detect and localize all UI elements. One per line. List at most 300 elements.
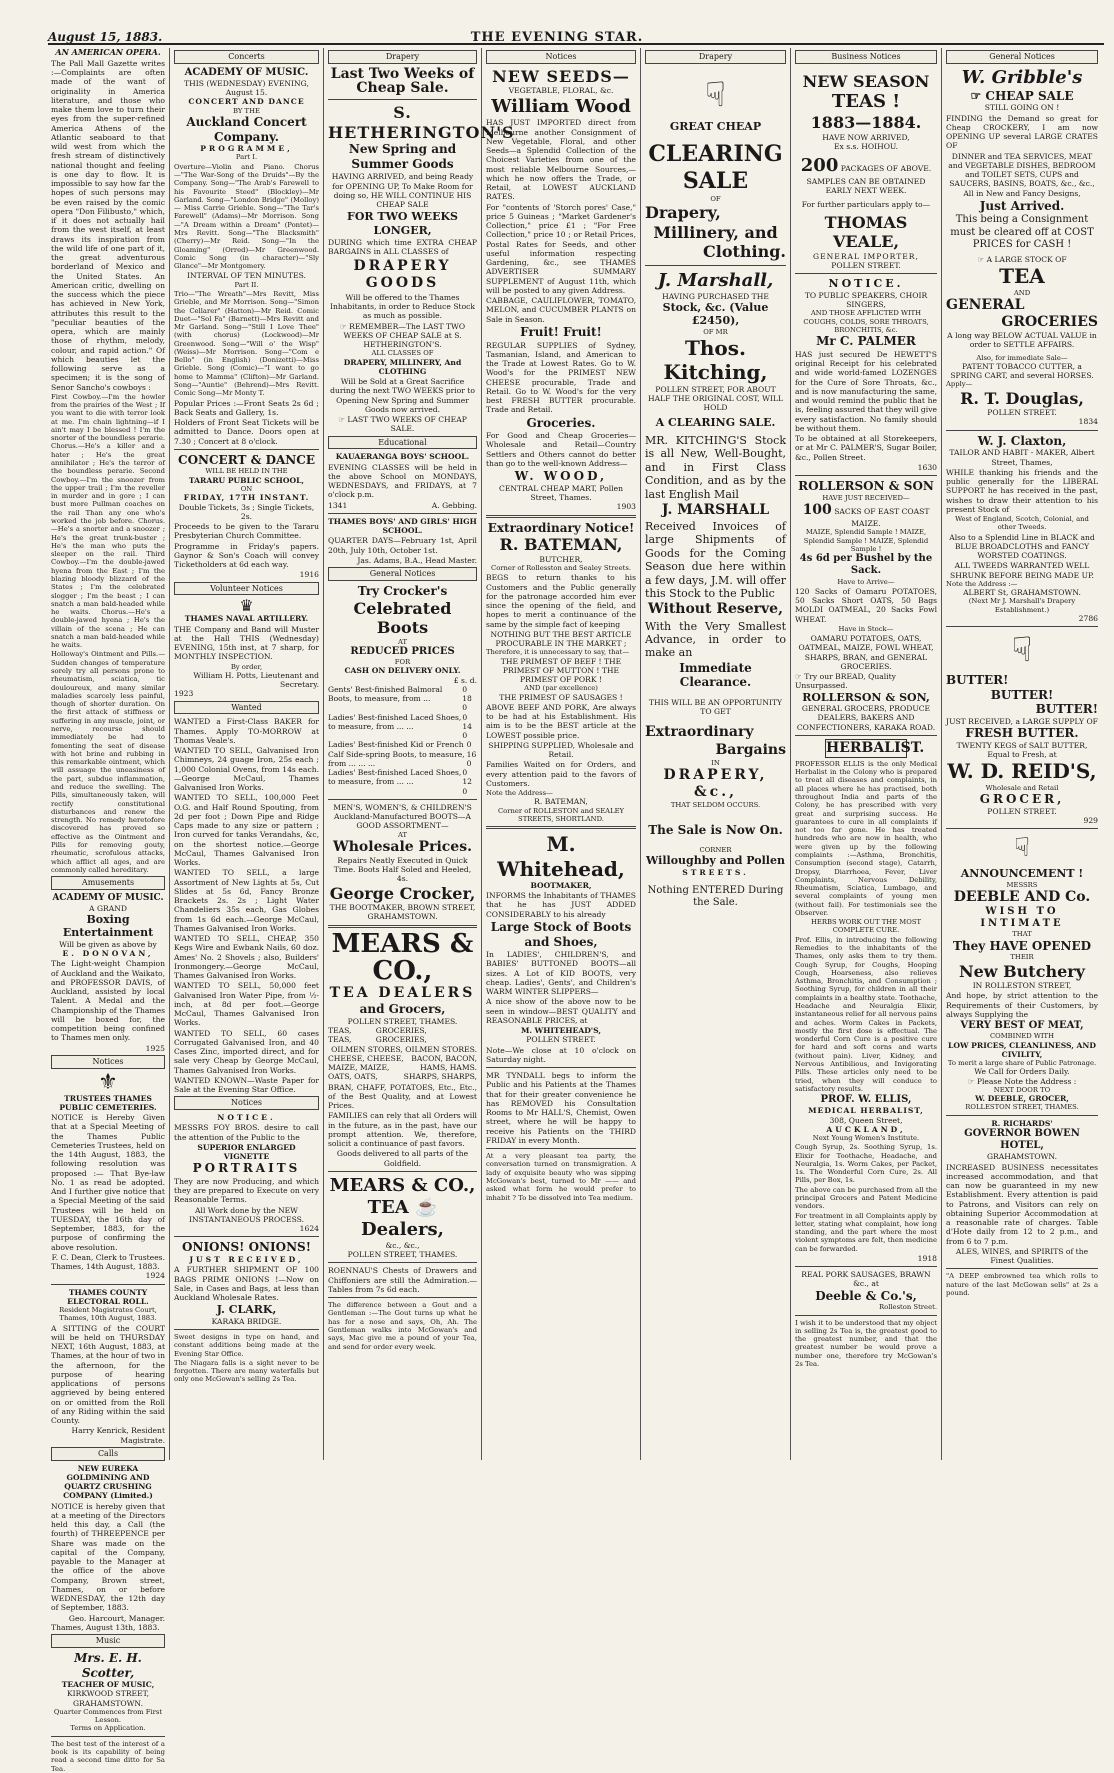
footer-filler: At a very pleasant tea party, the conversation turned on transmigration. A lady of exquisite beauty who was sipping McGowan's best, turned to Mr —— and asked what form he would prefer to inhabit ? To be dissolved into Tea medium. — [486, 1152, 636, 1202]
concert-dance-proceeds: Proceeds to be given to the Tararu Presbyterian Church Committee. — [174, 522, 319, 541]
calls-title: NEW EUREKA GOLDMINING AND QUARTZ CRUSHING COMPANY (Limited.) — [63, 1463, 153, 1501]
ship: Ex s.s. HOIHOU. — [833, 141, 899, 151]
wood-groceries: Groceries. — [526, 415, 596, 430]
article-title: AN AMERICAN OPERA. — [55, 47, 161, 57]
footer-filler: Sweet designs in type on hand, and constant additions being made at the Evening Star Office. — [174, 1332, 319, 1358]
crocker-at2: AT — [397, 830, 408, 839]
pointing-hand-icon: ☞ — [339, 321, 350, 331]
opportunity: THIS WILL BE AN OPPORTUNITY TO GET — [648, 697, 783, 717]
column-rule — [640, 48, 641, 1460]
douglas-tea: TEA — [999, 264, 1045, 289]
reid-wholesale: Wholesale and Retail — [985, 783, 1059, 792]
divider — [51, 1284, 165, 1285]
mears-goods: Goods delivered to all parts of the Goldfield. — [336, 1149, 469, 1168]
divider — [946, 828, 1098, 829]
ellis-name: PROF. W. ELLIS, — [820, 1094, 912, 1106]
divider — [328, 1297, 477, 1298]
wanted-ad: WANTED TO SELL, Galvanised Iron Chimneys, 24 guage Iron, 25s each ; 1,000 Colonial Ovens, from 14s each.—George McCaul, Thames Galvanised Iron Works. — [174, 746, 319, 793]
divider — [51, 1736, 165, 1737]
concert-dance-programme: Programme in Friday's papers. Gaynor & Son's Coach will convey Ticketholders at 6d each way. — [174, 541, 319, 570]
concert-prices: Popular Prices :—Front Seats 2s 6d ; Back Seats and Gallery, 1s. — [174, 398, 319, 417]
stock-list: OAMARU POTATOES, OATS, OATMEAL, MAIZE, FOWL WHEAT, SHARPS, BRAN, and GENERAL GROCERIES. — [798, 634, 934, 671]
programme-part-1: Part I. — [235, 153, 258, 162]
column-rule — [481, 48, 482, 1460]
amusements-grand: A GRAND — [89, 903, 127, 913]
divider — [328, 925, 477, 928]
hetherington-headline: Last Two Weeks of Cheap Sale. — [330, 65, 475, 97]
notice-rest: They are now Producing, and which they are prepared to Execute on very Reasonable Terms. — [174, 1176, 319, 1205]
divider — [486, 515, 636, 518]
douglas-address: POLLEN STREET. — [987, 408, 1057, 418]
bateman-corner: Corner of Rollesston and Sealey Streets. — [491, 563, 631, 572]
concert-venue: ACADEMY OF MUSIC. — [184, 66, 309, 78]
mears-address: POLLEN STREET, THAMES. — [347, 1016, 458, 1026]
mears-product: HAMS, HAMS. — [420, 1063, 477, 1073]
onions-seller: J. CLARK, — [216, 1303, 277, 1317]
ellis-prices: Cough Syrup, 2s. Soothing Syrup, 1s. Elixir for Toothache, Headache, and Neuralgia, 1s. Worm Cakes, per Packet, 1s. The Wonderful Corn Cure, 2s. All Pills, per Box, 1s. — [795, 1143, 937, 1185]
mears-bran: BRAN, CHAFF, POTATOES, Etc., Etc., of the Best Quality, and at Lowest Prices. — [328, 1082, 477, 1111]
rollerson-received: HAVE JUST RECEIVED— — [822, 493, 910, 502]
section-header-notices: Notices — [486, 50, 636, 64]
music-address: KIRKWOOD STREET, GRAHAMSTOWN. — [67, 1689, 149, 1708]
deeble-please — [946, 1077, 1098, 1086]
mears-product-row — [328, 1054, 477, 1063]
divider — [328, 99, 477, 100]
deeble-street: IN ROLLESTON STREET, — [972, 981, 1072, 991]
claxton-splendid: Also to a Splendid Line in BLACK and BLUE BROADCLOTHS and FANCY WORSTED COATINGS. — [949, 532, 1095, 561]
concert-holders: Holders of Front Seat Tickets will be admitted to Dance. Doors open at 7.30 ; Concert at 8 o'clock. — [174, 418, 319, 446]
section-header-wanted: Wanted — [174, 701, 319, 715]
ellis-herbs: HERBS WORK OUT THE MOST COMPLETE CURE. — [810, 918, 922, 935]
nothing-entered: Nothing ENTERED During the Sale. — [647, 884, 784, 909]
wood-body-2: For "contents of 'Storch pores' Case," price 5 Guineas ; "Market Gardener's Collection," price £1 ; "For Free Collection," price 10 ; or Retail Prices, Postal Rates for Seeds, and other useful information respecting Gardening, &c., see THAMES ADVERTISER SUMMARY SUPPLEMENT of August 11th, which will be posted to any given Address. — [486, 202, 636, 295]
deeble-announcement: ANNOUNCEMENT ! — [960, 867, 1084, 881]
deeble-opened: They HAVE OPENED — [953, 938, 1091, 953]
deeble-low: LOW PRICES, CLEANLINESS, AND CIVILITY, — [948, 1040, 1096, 1059]
gribble-sale — [946, 89, 1098, 104]
whitehead-close: Note—We close at 10 o'clock on Saturday night. — [486, 1045, 636, 1064]
deeble-messrs: MESSRS — [1006, 880, 1038, 889]
concert-type: CONCERT AND DANCE — [188, 97, 305, 107]
bread-text: Try our BREAD, Quality Unsurpassed. — [795, 672, 896, 691]
trustees-signature: F. C. Dean, Clerk to Trustees. — [51, 1252, 165, 1262]
gribble-just: Just Arrived. — [979, 198, 1065, 213]
mears-product: TEAS, TEAS, — [328, 1026, 352, 1045]
programme-part-2: Part II. — [234, 280, 259, 289]
column-rule — [941, 48, 942, 1460]
mears2-tea-line — [328, 1197, 477, 1241]
wanted-ad: WANTED a First-Class BAKER for Thames. Apply TO-MORROW at Thomas Veale's. — [174, 717, 319, 745]
whitehead-nice: A nice show of the above now to be seen in window—BEST QUALITY and REASONABLE PRICES, at — [486, 997, 636, 1025]
divider — [946, 1268, 1098, 1269]
ellis-title: MEDICAL HERBALIST, — [808, 1106, 924, 1116]
corner-label: CORNER — [699, 845, 732, 854]
list-item-price: 0 12 0 — [462, 768, 472, 796]
concert-by: BY THE — [233, 106, 260, 115]
bateman-therefore: Therefore, it is unnecessary to say, that— — [486, 648, 630, 657]
hetherington-two-weeks: FOR TWO WEEKS LONGER, — [347, 210, 458, 237]
notice-body: MESSRS FOY BROS. desire to call the attention of the Public to the — [174, 1123, 319, 1142]
column-rule — [790, 48, 791, 1460]
music-quarter: Quarter Commences from First Lesson. — [53, 1707, 163, 1725]
claxton-warranted: ALL TWEEDS WARRANTED WELL SHRUNK BEFORE BEING MADE UP. — [950, 561, 1094, 580]
extraordinary: Extraordinary — [645, 724, 754, 741]
bateman-shipping: SHIPPING SUPPLIED, Wholesale and Retail. — [488, 740, 634, 760]
marshall-sale: SALE — [682, 167, 749, 194]
section-header-business: Business Notices — [795, 50, 937, 64]
hetherington-remember-text: REMEMBER—The LAST TWO WEEKS OF CHEAP SALE at S. HETHERINGTON'S. — [343, 321, 466, 350]
gribble-sale-text: CHEAP SALE — [985, 88, 1074, 103]
music-terms: Terms on Application. — [70, 1724, 146, 1733]
issue-date: August 15, 1883. — [48, 30, 163, 44]
column-5 — [642, 48, 789, 1460]
masthead — [0, 0, 1114, 45]
kauaeranga-body: EVENING CLASSES will be held in the above School on MONDAYS, WEDNESDAYS, and FRIDAYS, at 7 o'clock p.m. — [328, 462, 477, 500]
crocker-address: THE BOOTMAKER, BROWN STREET, GRAHAMSTOWN. — [329, 903, 476, 922]
list-item-price: 0 14 0 — [462, 712, 472, 741]
willoughby: Willoughby and Pollen — [646, 854, 785, 868]
wanted-ad: WANTED KNOWN—Waste Paper for Sale at the Evening Star Office. — [174, 1075, 319, 1095]
crocker-reduced: REDUCED PRICES — [350, 645, 455, 657]
divider — [174, 1329, 319, 1330]
onions-address: KARAKA BRIDGE. — [211, 1316, 282, 1326]
concert-dance-title: CONCERT & DANCE — [178, 452, 315, 467]
packages-count: 200 — [800, 155, 839, 177]
crocker-wholesale: Wholesale Prices. — [333, 838, 472, 855]
drapery-etc: DRAPERY, &c., — [663, 766, 768, 800]
kitching-pollen: POLLEN STREET, FOR ABOUT HALF THE ORIGINAL COST, WILL HOLD — [648, 384, 783, 413]
wanted-ad: WANTED TO SELL, CHEAP, 350 Kegs Wire and Ewbank Nails, 60 doz. Ames' No. 2 Shovels ; also, Builders' Ironmongery.—George McCaul, Thames Galvanised Iron Works. — [174, 934, 319, 981]
palmer-speakers: TO PUBLIC SPEAKERS, CHOIR SINGERS, — [804, 290, 928, 310]
hetherington-drapery: DRAPERY GOODS — [353, 257, 452, 291]
douglas-name: R. T. Douglas, — [960, 388, 1084, 408]
palmer-afflicted: AND THOSE AFFLICTED WITH COUGHS, COLDS, SORE THROATS, BRONCHITIS, &c. — [803, 309, 929, 334]
bateman-sausages: THE PRIMEST OF SAUSAGES ! — [499, 692, 623, 702]
ad-number: 1834 — [1078, 417, 1098, 427]
ellis-remedies: Prof. Ellis, in introducing the following Remedies to the inhabitants of the Thames, only asks them to try them. Cough Syrup, for Coughs, Hooping Cough, Hoarseness, also relieves Asthma, Bronchitis, and Consumption ; Soothing Syrup, for children in all their complaints in a healthy state. Toothache, Headache and Neuralgia Elixir, instantaneous relief for all nervous pains and aches. Worm Cakes in Packets, mostly the first dose is effectual. The wonderful Corn Cure is a positive cure for hard and soft corns and warts (without pain). Liver, Kidney, and Nervous Antibilious, and Invigorating Pills. These articles only need to be tried, when they will conduce to satisfactory results. — [795, 935, 937, 1093]
further: For further particulars apply to— — [801, 199, 931, 209]
section-header-amusements: Amusements — [51, 876, 165, 890]
mears-grocers: and Grocers, — [359, 1002, 446, 1017]
divider — [486, 826, 636, 829]
marshall-having: HAVING PURCHASED THE — [662, 291, 769, 301]
douglas-apply: Apply— — [946, 380, 973, 389]
palmer-notice: NOTICE. — [828, 277, 904, 291]
rollerson-sub: GENERAL GROCERS, PRODUCE DEALERS, BAKERS AND CONFECTIONERS, KARAKA ROAD. — [796, 704, 936, 732]
douglas-large — [946, 255, 1098, 264]
mears2-etc: &c., &c., — [385, 1240, 420, 1250]
sale-now-on: The Sale is Now On. — [648, 823, 783, 838]
section-header-notices: Notices — [51, 1055, 165, 1069]
wood-groceries-body: For Good and Cheap Groceries—Wholesale and Retail—Country Settlers and Others cannot do better than go to the well-known Address— — [486, 431, 636, 468]
divider — [486, 1067, 636, 1068]
marshall-great: GREAT CHEAP — [669, 119, 762, 133]
amusements-title: Boxing Entertainment — [62, 913, 154, 940]
high-school-body: QUARTER DAYS—February 1st, April 20th, July 10th, October 1st. — [328, 536, 477, 555]
mears-families: FAMILIES can rely that all Orders will in the future, as in the past, have our prompt attention. We, therefore, solicit a continuance of past favors. — [328, 1111, 477, 1149]
high-school-signature: Jas. Adams, B.A., Head Master. — [357, 555, 477, 565]
royal-crest-icon: ⚜ — [98, 1069, 118, 1095]
hetherington-p4: Will be Sold at a Great Sacrifice during the next TWO WEEKS prior to Opening New Spring and Summer Goods now arrived. — [330, 377, 475, 414]
list-item-label: Ladies' Best-finished Kid or French Calf Side-spring Boots, to measure, from ... ... ... — [328, 740, 465, 768]
claxton-next: (Next Mr J. Marshall's Drapery Establishment.) — [968, 597, 1076, 614]
ad-number: 1341 — [328, 500, 348, 510]
veale-address: POLLEN STREET. — [831, 261, 901, 271]
column-rule — [169, 48, 170, 1460]
arrived: HAVE NOW ARRIVED, — [822, 132, 910, 142]
list-item-price: 0 16 0 — [466, 740, 477, 768]
section-header-educational: Educational — [328, 436, 477, 450]
kauaeranga-title: KAUAERANGA BOYS' SCHOOL. — [335, 452, 470, 462]
bateman-note-address: Corner of ROLLESTON and SEALEY STREETS, SHORTLAND. — [497, 806, 625, 823]
deeble-please-text: Please Note the Address : — [976, 1076, 1077, 1086]
rollerson-name: ROLLERSON & SON — [798, 479, 934, 494]
mears-product: MAIZE, MAIZE, — [328, 1063, 390, 1073]
claxton-name: W. J. Claxton, — [977, 433, 1067, 448]
crocker-cash: CASH ON DELIVERY ONLY. — [344, 666, 461, 676]
bateman-primest: THE PRIMEST OF BEEF ! THE PRIMEST OF MUTTON ! THE PRIMEST OF PORK ! — [500, 656, 622, 685]
pointing-hand-icon: ☟ — [1011, 630, 1033, 671]
samples: SAMPLES CAN BE OBTAINED EARLY NEXT WEEK. — [806, 177, 926, 196]
reid-name: W. D. REID'S, — [947, 759, 1097, 784]
bushel-price: 4s 6d per Bushel by the Sack. — [799, 553, 933, 577]
ad-number: 2786 — [1078, 613, 1098, 623]
volunteer-order: By order, — [230, 662, 263, 671]
notice-superior: SUPERIOR ENLARGED VIGNETTE — [197, 1142, 296, 1162]
whitehead-informs: INFORMS the Inhabitants of THAMES that he has JUST ADDED CONSIDERABLY to his already — [486, 891, 636, 919]
tyndall-notice: MR TYNDALL begs to inform the Public and his Patients at the Thames that for their greater convenience he has REMOVED his Consultation Rooms to Mr HALL'S, Chemist, Owen street, where he will be happy to receive his Patients on the THIRD FRIDAY in every Month. — [486, 1071, 636, 1145]
kitching-name: Thos. Kitching, — [663, 335, 768, 385]
deeble-merit: To merit a large share of Public Patronage. — [947, 1059, 1097, 1068]
butter-received: JUST RECEIVED, a LARGE SUPPLY OF — [946, 717, 1098, 727]
veale-name: THOMAS VEALE, — [824, 212, 908, 252]
volunteer-signature: William H. Potts, Lieutenant and Secretary. — [193, 670, 319, 690]
hotel-ales: ALES, WINES, and SPIRITS of the Finest Qualities. — [955, 1246, 1089, 1266]
whitehead-name-2: M. WHITEHEAD'S, — [520, 1026, 601, 1036]
palmer-body: HAS just secured De HEWETT'S original Receipt for his celebrated and wide world-famed LOZENGES for the Cure of Sore Throats, &c., and is now manufacturing the same, and would remind the public that he is, feeling assured that they will give every satisfaction. No family should be without them. — [795, 349, 937, 433]
whitehead-name: M. Whitehead, — [497, 832, 625, 881]
divider — [328, 513, 477, 514]
season-years: 1883—1884. — [810, 113, 922, 133]
veale-title: GENERAL IMPORTER, — [813, 251, 919, 261]
concert-company: Auckland Concert Company. — [186, 114, 307, 144]
rollerson-name-2: ROLLERSON & SON, — [802, 690, 930, 704]
seeds-title: NEW SEEDS— — [492, 66, 630, 86]
crocker-celebrated: Celebrated Boots — [353, 598, 452, 638]
divider — [946, 626, 1098, 627]
deeble-next-door: NEXT DOOR TO — [993, 1085, 1051, 1094]
electoral-body: A SITTING of the COURT will be held on THURSDAY NEXT, 16th August, 1883, at Thames, at the hour of two in the afternoon, for the purpose of hearing applications of persons aggrieved by being entered on or omitted from the Roll of any Riding within the said County. — [51, 1323, 165, 1426]
hetherington-drapery-line: DRAPERY, MILLINERY, And CLOTHING — [343, 357, 462, 376]
streets: STREETS. — [682, 867, 749, 877]
electoral-signature: Harry Kenrick, Resident Magistrate. — [71, 1426, 165, 1445]
divider — [328, 1262, 477, 1263]
crocker-name: George Crocker, — [329, 883, 476, 903]
whitehead-ladies: In LADIES', CHILDREN'S, and BABIES' BUTTONED BOOTS—all sizes. A Lot of KID BOOTS, very cheap. Ladies', Gents', and Children's WARM WINTER SLIPPERS— — [486, 950, 636, 997]
divider — [486, 1148, 636, 1149]
crocker-repairs: Repairs Neatly Executed in Quick Time. Boots Half Soled and Heeled, 4s. — [333, 855, 472, 884]
section-header-volunteer: Volunteer Notices — [174, 582, 319, 596]
herbalist-logo: HERBALIST. — [825, 739, 907, 758]
butter-3: BUTTER! — [1035, 702, 1098, 717]
divider — [946, 1115, 1098, 1116]
bateman-name: R. BATEMAN, — [499, 535, 623, 555]
wood-name-2: W. WOOD, — [514, 469, 608, 484]
mears-product: GROCERIES, GROCERIES, — [375, 1026, 427, 1045]
footer-filler: The Niagara falls is a sight never to be forgotten. There are many waterfalls but only one McGowan's selling 2s Tea. — [174, 1358, 319, 1384]
onions-body: A FURTHER SHIPMENT OF 100 BAGS PRIME ONIONS !—Now on Sale, in Cases and Bags, at less than Auckland Wholesale Rates. — [174, 1265, 319, 1303]
bateman-beg: BEGS to return thanks to his Customers and the Public generally for the patronage accorded him ever since the opening of the field, and hopes to merit a continuance of the same by the simple fact of keeping — [486, 573, 636, 629]
arrive-label: Have to Arrive— — [837, 577, 895, 586]
music-teacher-title: TEACHER OF MUSIC, — [61, 1680, 155, 1690]
ad-number: 1924 — [145, 1271, 165, 1281]
ellis-body: PROFESSOR ELLIS is the only Medical Herbalist in the Colony who is prepared to treat all diseases and complaints, in all places where he has practised, both throughout India and parts of the Colony, he has prescribed with very great and surprising success. He guarantees to cure in all complaints if not too far gone. He has treated hundreds who are now in health, who were given up by the following complaints :—Asthma, Bronchitis, Consumption (second stage), Catarrh, Dropsy, Diarrhoea, Fever, Liver Complaints, Nervous Debility, Rheumatism, Sciatica, Lumbago, and several complaints of young men (without fail). For testimonials see the Observer. — [795, 759, 937, 917]
section-header-music: Music — [51, 1634, 165, 1648]
in-label: IN — [711, 758, 720, 767]
onions-received: JUST RECEIVED, — [189, 1255, 304, 1265]
maize-label: SACKS OF EAST COAST MAIZE. — [834, 507, 930, 529]
hetherington-last-text: LAST TWO WEEKS OF CHEAP SALE. — [347, 415, 467, 434]
programme-part-1-list: Overture—Violin and Piano. Chorus—"The War-Song of the Druids"—By the Company. Song—"The Arab's Farewell to his Favourite Steed" (Blockley)—Mr Garland. Song—"London Bridge" (Molloy) — Miss Carrie Grieble. Song—"The Tar's Farewell" (Adams)—Mr Morrison. Song—"A Dream within a Dream" (Pontet)—Mrs Revitt. Song—"The Blacksmith" (Cherry)—Mr Reid. Song—"In the Gloaming" (Orred)—Mr Greenwood. Comic Song (in character)—"Sly Glance"—Mr Montgomery. — [174, 162, 319, 271]
section-header-drapery: Drapery — [645, 50, 786, 64]
claxton-address: ALBERT St, GRAHAMSTOWN. — [963, 588, 1081, 598]
divider — [328, 799, 477, 800]
hotel-location: GRAHAMSTOWN. — [986, 1152, 1058, 1162]
kitching-stock: MR. KITCHING'S Stock is all New, Well-Bought, and in First Class Condition, and as by the last English Mail — [645, 433, 786, 501]
claxton-trade: TAILOR AND HABIT - MAKER, Albert Street, Thames, — [949, 448, 1095, 467]
gribble-finding: FINDING the Demand so great for Cheap CROCKERY, I am now OPENING UP several LARGE CRATES OF — [946, 113, 1098, 151]
deeble-best: VERY BEST OF MEAT, — [960, 1020, 1084, 1032]
mears-product-row — [328, 1072, 477, 1081]
hetherington-last — [328, 415, 477, 434]
jm-received: Received Invoices of large Shipments of Goods for the Coming Season due here within a few days, J.M. will offer this Stock to the Public — [645, 519, 786, 601]
programme-part-2-list: Trio—"The Wreath"—Mrs Revitt, Miss Grieble, and Mr Morrison. Song—"Simon the Cellarer" (Hatton)—Mr Reid. Comic Duet—"Sol Fa" (Barnett)—Mrs Revitt and Mr Garland. Song—"Still I Love Thee" (with chorus) (Lockwood)—Mr Greenwood. Song—"Will o' the Wisp" (Weiss)—Mr Morrison. Song—"Com e Bello" (in English) (Donizetti)—Miss Grieble. Song (Comic)—"I want to go home to Mamma" (Clifton)—Mr Garland. Song—"Auntie" (Behrend)—Mrs Revitt. Comic Song—Mr Monty T. — [174, 289, 319, 398]
wanted-ad: WANTED TO SELL, 50,000 feet Galvanised Iron Water Pipe, from ½-inch, at 8d per foot.—George McCaul, Thames Galvanised Iron Works. — [174, 981, 319, 1028]
wood-body: HAS JUST IMPORTED direct from Melbourne another Consignment of New Vegetable, Floral, and other Seeds—a Splendid Collection of the Choicest Varieties from one of the most reliable Melbourne Sources,—which he now offers the Trade, or Retail, at LOWEST AUCKLAND RATES. — [486, 118, 636, 202]
gribble-still: STILL GOING ON ! — [984, 103, 1060, 113]
section-header-notices: Notices — [174, 1096, 319, 1110]
gribble-consignment: This being a Consignment must be cleared off at COST PRICES for CASH ! — [950, 214, 1094, 250]
pointing-hand-icon: ☟ — [705, 74, 726, 115]
wood-fruit: Fruit! Fruit! — [520, 324, 602, 339]
douglas-large-text: A LARGE STOCK OF — [986, 255, 1067, 265]
section-header-concerts: Concerts — [174, 50, 319, 64]
maize-samples: MAIZE, Splendid Sample ! MAIZE, Splendid Sample ! MAIZE, Splendid Sample ! — [803, 528, 929, 553]
notice-portraits: PORTRAITS — [192, 1161, 301, 1176]
price-list — [328, 685, 477, 796]
programme-interval: INTERVAL OF TEN MINUTES. — [187, 271, 306, 281]
deeble-wish: WISH TO INTIMATE — [980, 906, 1064, 930]
divider — [174, 449, 319, 450]
mears2-dealers: Dealers, — [361, 1218, 444, 1240]
column-3 — [325, 48, 515, 1460]
marshall-drapery: Drapery, — [645, 203, 721, 223]
butter-1: BUTTER! — [946, 673, 1009, 688]
wood-mart: CENTRAL CHEAP MART, Pollen Street, Thames. — [499, 483, 623, 503]
programme-title: PROGRAMME, — [200, 144, 293, 154]
concert-dance-tickets: Double Tickets, 3s ; Single Tickets, 2s. — [178, 502, 315, 521]
article-body: The Pall Mall Gazette writes :—Complaints are often made of the want of originality in America literature, and those who make them love to turn their eyes from the super-refined America Athens of the Atlantic seaboard to that wild west from which the fresh stream of distinctively national thought and feeling is one day to flow. It is impossible to say how far the hopes of such persons may be even raised by the comic opera "Don Filibusto," which, if it does not actually hail from the west itself, at least draws its inspiration from the wild life of one part of it, the great adventurous borderland of Mexico and the United States. An American critic, dwelling on the success which the piece has achieved in New York, attributes this result to the "peculiar beauties of the opera, which are mainly those of rhythm, melody, colour, and rapid action." Of which beauties let the following serve as a specimen; it is the song of Senor Sancho's cowboys : — [51, 58, 165, 392]
douglas-long: A long way BELOW ACTUAL VALUE in order to SETTLE AFFAIRS. — [947, 331, 1097, 350]
deeble-their: THEIR — [1010, 953, 1034, 962]
crocker-try: Try Crocker's — [357, 583, 448, 598]
amusements-name: E. DONOVAN, — [62, 949, 154, 959]
ad-number: 1630 — [917, 462, 937, 472]
bateman-nothing: NOTHING BUT THE BEST ARTICLE PROCURABLE IN THE MARKET ; — [490, 629, 632, 649]
section-header-calls: Calls — [51, 1447, 165, 1461]
calls-body: NOTICE is hereby given that at a meeting of the Directors held this day, a Call (the fourth) of THREEPENCE per Share was made on the capital of the Company, payable to the Manager at the office of the above Company, Brown street, Thames, on or before WEDNESDAY, the 12th day of September, 1883. — [51, 1501, 165, 1613]
ellis-city: AUCKLAND, — [826, 1124, 906, 1134]
ellis-address: 308, Queen Street, — [829, 1115, 903, 1125]
deeble-that: THAT — [1012, 930, 1032, 939]
maize-line — [795, 502, 937, 528]
footer-filler: The best test of the interest of a book is its capability of being read a second time ditto for Sa Tea. — [51, 1739, 165, 1773]
concert-when: THIS (WEDNESDAY) EVENING, August 15. — [184, 78, 309, 98]
claxton-west: West of England, Scotch, Colonial, and other Tweeds. — [955, 515, 1089, 532]
list-item-label: Ladies' Best-finished Laced Shoes, to measure, from ... ... — [328, 768, 462, 787]
kauaeranga-signature: A. Gebbing. — [431, 500, 477, 510]
bateman-note-name: R. BATEMAN, — [534, 797, 588, 807]
hetherington-p1: HAVING ARRIVED, and being Ready for OPENING UP, To Make Room for doing so, HE WILL CONTINUE HIS CHEAP SALE — [331, 172, 474, 210]
deeble-hope: And hope, by strict attention to the Requirements of their Customers, by always Supplying the — [946, 991, 1098, 1019]
divider — [795, 273, 937, 274]
mears-product-row — [328, 1063, 477, 1072]
amusements-venue: ACADEMY OF MUSIC. — [52, 892, 164, 903]
marshall-stock: Stock, &c. (Value £2450), — [662, 300, 769, 328]
wanted-ad: WANTED TO SELL, a large Assortment of New Lights at 5s, Cut Slides at 5s 6d, Fancy Bronze Brackets 2s. 2s ; Light Water Chandeliers 35s each, Gas Globes from 1s 6d each.—George McCaul, Thames Galvanised Iron Works. — [174, 868, 319, 933]
roennau-notice: ROENNAU'S Chests of Drawers and Chiffoniers are still the Admiration.—Tables from 7s 6d each. — [328, 1266, 477, 1294]
trustees-title: TRUSTEES THAMES PUBLIC CEMETERIES. — [59, 1093, 157, 1112]
holloway-notice: Holloway's Ointment and Pills.—Sudden changes of temperature sorely try all persons prone to rheumatism, sciatica, tic douloureux, and many similar maladies scarcely less painful, though of shorter duration. On the first attack of stiffness or suffering in any muscle, joint, or nerve, recourse should immediately be had to fomenting the seat of disease with hot brine and rubbing in this remarkable ointment, which will assuage the uneasiness of the part, subdue inflammation, and reduce the swelling. The Pills, simultaneously taken, will rectify constitutional disturbances and renew the strength. No remedy heretofore discovered has proved so effective as the Ointment and Pills for removing gouty, rheumatic, scrofulous attacks, which afflict all ages, and are commonly called hereditary. — [51, 650, 165, 874]
douglas-groceries: GROCERIES — [1001, 314, 1098, 331]
deeble-address: Rolleston Street. — [878, 1303, 937, 1312]
wood-cabbage: CABBAGE, CAULIFLOWER, TOMATO, MELON, and CUCUMBER PLANTS on Sale in Season. — [486, 296, 636, 324]
column-rule — [323, 48, 324, 1460]
onions-title: ONIONS! ONIONS! — [182, 1240, 311, 1255]
section-header-general: General Notices — [946, 50, 1098, 64]
teas: TEAS ! — [831, 91, 901, 113]
new-season: NEW SEASON — [802, 71, 930, 91]
wood-fruit-body: REGULAR SUPPLIES of Sydney, Tasmanian, Island, and American to the Trade at Lowest Rates. Go to W. Wood's for the PRIMEST NEW CHEESE procurable, Trade and Retail. Go to W. Wood's for the very best FRESH BUTTER procurable. Trade and Retail. — [486, 340, 636, 415]
arrive-list: 120 Sacks of Oamaru POTATOES, 50 Sacks Short OATS, 50 Bags MOLDI OATMEAL, 20 Sacks Fowl WHEAT. — [795, 586, 937, 624]
electoral-title: THAMES COUNTY ELECTORAL ROLL. — [67, 1287, 149, 1306]
mears-name: MEARS & CO., — [331, 928, 474, 986]
footer-filler: "A DEEP embrowned tea which rolls to nature of the last McGowan sells" at 2s a pound. — [946, 1272, 1098, 1297]
divider — [795, 1266, 937, 1267]
deeble-grocer-address: ROLLESTON STREET, THAMES. — [965, 1103, 1079, 1112]
douglas-patent: PATENT TOBACCO CUTTER, a SPRING CART, and several HORSES. — [950, 361, 1094, 381]
deeble-firm: DEEBLE AND Co. — [953, 888, 1091, 905]
deeble-combined: COMBINED WITH — [989, 1032, 1055, 1041]
pointing-hand-icon: ☞ — [967, 1076, 977, 1086]
list-item — [328, 713, 477, 741]
marshall-of: OF — [710, 194, 721, 203]
gribble-name: W. Gribble's — [961, 66, 1083, 88]
concert-dance-on: ON — [240, 485, 253, 493]
masthead-rule — [48, 43, 1104, 45]
marshall-clothing: Clothing. — [703, 242, 786, 262]
ad-number: 1624 — [299, 1224, 319, 1234]
list-item — [328, 740, 477, 768]
concert-dance-school: TARARU PUBLIC SCHOOL, — [188, 475, 305, 485]
smallest-advance: With the Very Smallest Advance, in order to make an — [645, 619, 786, 660]
ad-number: 1916 — [299, 570, 319, 580]
ad-number: 929 — [1083, 816, 1098, 825]
column-6 — [792, 48, 940, 1460]
butter-2: BUTTER! — [990, 687, 1054, 702]
gribble-dinner: DINNER and TEA SERVICES, MEAT and VEGETABLE DISHES, BEDROOM and TOILET SETS, CUPS and SAUCERS, BASINS, BOATS, &c., &c., All in New and Fancy Designs, — [948, 151, 1096, 198]
electoral-sub: Resident Magistrates Court, Thames, 10th August, 1883. — [59, 1306, 157, 1323]
